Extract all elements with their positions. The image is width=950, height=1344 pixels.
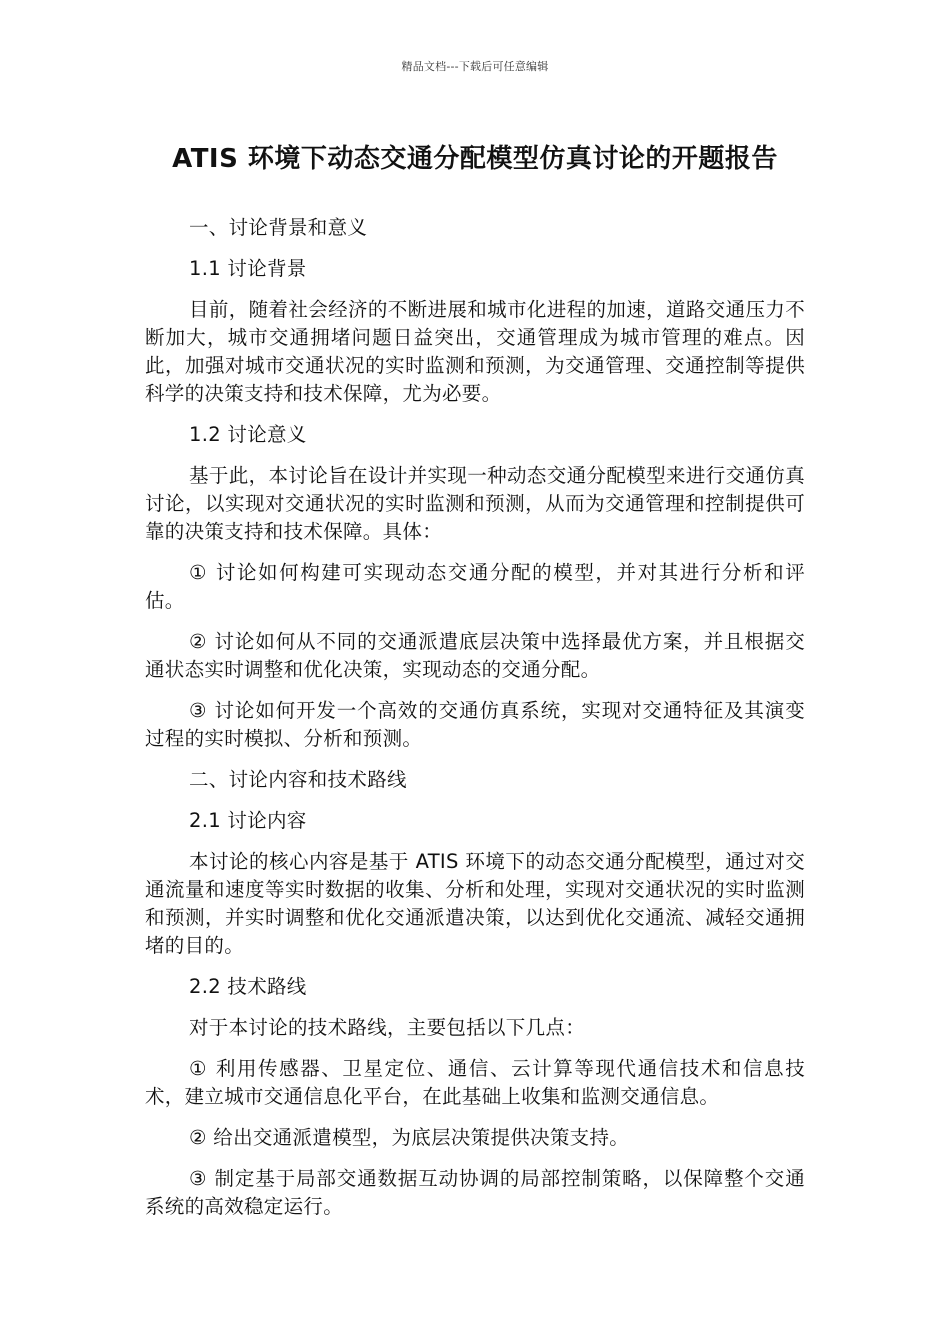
document-title: ATIS 环境下动态交通分配模型仿真讨论的开题报告 — [172, 144, 778, 174]
subsection-heading: 2.1 讨论内容 — [189, 809, 307, 832]
subsection-heading: 2.2 技术路线 — [189, 975, 307, 998]
list-item: ② 讨论如何从不同的交通派遣底层决策中选择最优方案，并且根据交通状态实时调整和优化决策，实现动态的交通分配。 — [145, 630, 805, 681]
list-item: ③ 制定基于局部交通数据互动协调的局部控制策略，以保障整个交通系统的高效稳定运行。 — [145, 1167, 805, 1218]
subsection-heading: 1.2 讨论意义 — [189, 423, 307, 446]
list-item: ① 讨论如何构建可实现动态交通分配的模型，并对其进行分析和评估。 — [145, 561, 805, 612]
list-item: ② 给出交通派遣模型，为底层决策提供决策支持。 — [189, 1126, 630, 1149]
document-body — [145, 214, 805, 1234]
paragraph: 基于此，本讨论旨在设计并实现一种动态交通分配模型来进行交通仿真讨论，以实现对交通状况的实时监测和预测，从而为交通管理和控制提供可靠的决策支持和技术保障。具体： — [145, 464, 805, 543]
section-heading: 二、讨论内容和技术路线 — [189, 768, 407, 791]
list-item: ① 利用传感器、卫星定位、通信、云计算等现代通信技术和信息技术，建立城市交通信息化平台，在此基础上收集和监测交通信息。 — [145, 1057, 805, 1108]
subsection-heading: 1.1 讨论背景 — [189, 257, 307, 280]
paragraph: 本讨论的核心内容是基于 ATIS 环境下的动态交通分配模型，通过对交通流量和速度等实时数据的收集、分析和处理，实现对交通状况的实时监测和预测，并实时调整和优化交通派遣决策，以达到优化交通流、减轻交通拥堵的目的。 — [145, 850, 805, 957]
section-heading: 一、讨论背景和意义 — [189, 216, 368, 239]
paragraph: 对于本讨论的技术路线，主要包括以下几点： — [189, 1016, 586, 1039]
list-item: ③ 讨论如何开发一个高效的交通仿真系统，实现对交通特征及其演变过程的实时模拟、分析和预测。 — [145, 699, 805, 750]
header-note: 精品文档---下载后可任意编辑 — [401, 60, 549, 73]
paragraph: 目前，随着社会经济的不断进展和城市化进程的加速，道路交通压力不断加大，城市交通拥堵问题日益突出，交通管理成为城市管理的难点。因此，加强对城市交通状况的实时监测和预测，为交通管理、交通控制等提供科学的决策支持和技术保障，尤为必要。 — [145, 298, 805, 405]
